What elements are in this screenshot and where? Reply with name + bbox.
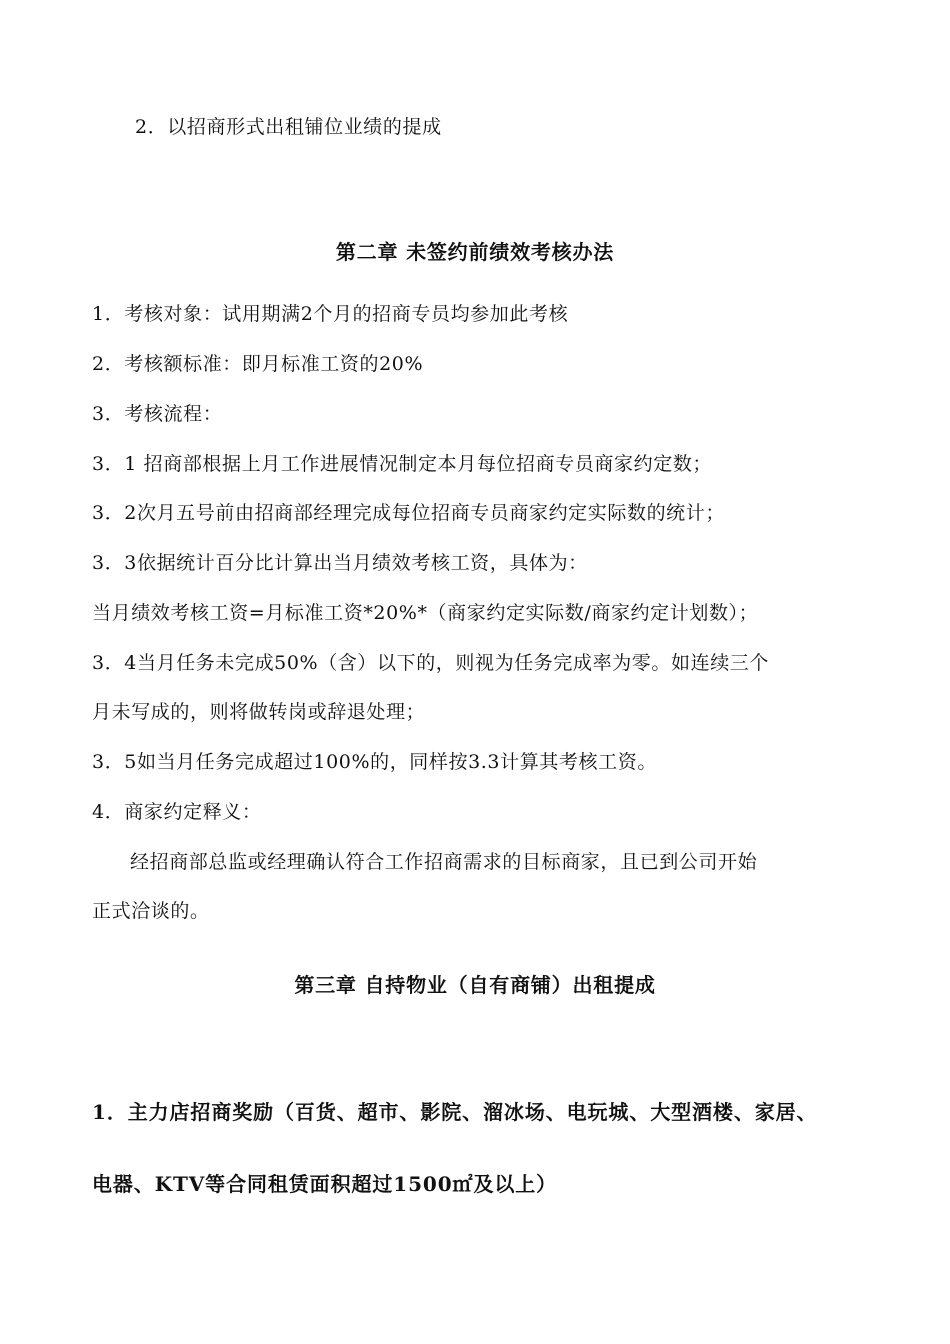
chapter-2-line-continued: 月未写成的，则将做转岗或辞退处理； (92, 701, 426, 723)
chapter-2-line: 3．1 招商部根据上月工作进展情况制定本月每位招商专员商家约定数； (92, 453, 713, 475)
merchant-definition: 经招商部总监或经理确认符合工作招商需求的目标商家，且已到公司开始 (130, 851, 758, 873)
chapter-2-line: 3．考核流程： (92, 403, 223, 425)
anchor-store-reward-title: 1．主力店招商奖励（百货、超市、影院、溜冰场、电玩城、大型酒楼、家居、 (92, 1100, 818, 1124)
merchant-definition-continued: 正式洽谈的。 (92, 900, 210, 922)
chapter-2-line: 3．2次月五号前由招商部经理完成每位招商专员商家约定实际数的统计； (92, 502, 725, 524)
anchor-store-reward-title-continued: 电器、KTV等合同租赁面积超过1500㎡及以上） (92, 1172, 558, 1196)
chapter-2-line: 4．商家约定释义： (92, 801, 262, 823)
chapter-2-line: 3．3依据统计百分比计算出当月绩效考核工资，具体为： (92, 552, 588, 574)
chapter-3-heading: 第三章 自持物业（自有商铺）出租提成 (294, 973, 656, 997)
chapter-2-line: 3．5如当月任务完成超过100%的，同样按3.3计算其考核工资。 (92, 751, 657, 773)
chapter-2-line: 2．考核额标准：即月标准工资的20% (92, 353, 424, 375)
chapter-2-formula: 当月绩效考核工资=月标准工资*20%*（商家约定实际数/商家约定计划数）； (92, 602, 759, 624)
chapter-2-line: 1．考核对象：试用期满2个月的招商专员均参加此考核 (92, 303, 569, 325)
intro-item-2: 2．以招商形式出租铺位业绩的提成 (135, 116, 442, 138)
chapter-2-line: 3．4当月任务未完成50%（含）以下的，则视为任务完成率为零。如连续三个 (92, 652, 770, 674)
chapter-2-heading: 第二章 未签约前绩效考核办法 (335, 240, 615, 264)
